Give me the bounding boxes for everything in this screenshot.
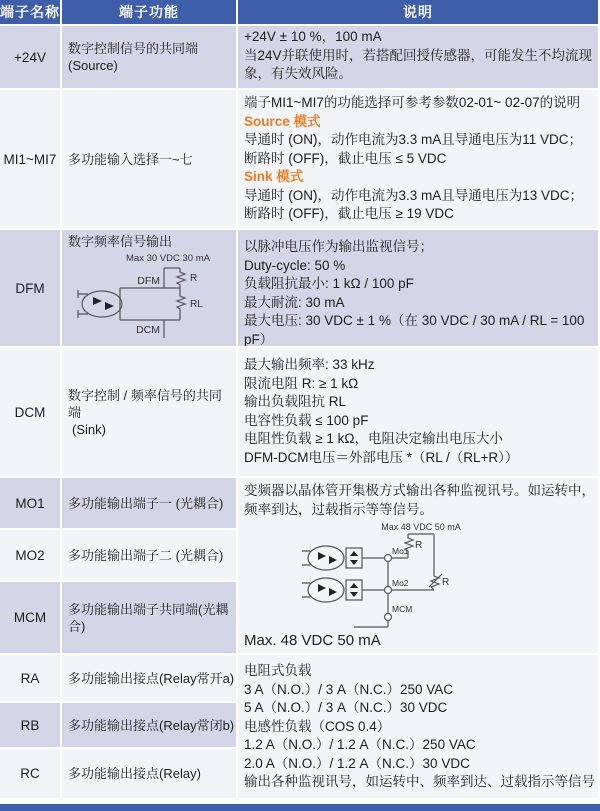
function-mi: 多功能输入选择一~七 (62, 90, 238, 230)
function-24v-line1: 数字控制信号的共同端 (68, 41, 199, 56)
desc-mi-line: 断路时 (OFF)，截止电压 ≤ 5 VDC (244, 150, 447, 166)
terminal-ra: RA (0, 655, 62, 703)
desc-24v-line: 当24V并联使用时，若搭配回授传感器，可能发生不均流现象，有失效风险。 (244, 47, 593, 81)
desc-dcm-line: DFM-DCM电压＝外部电压 *（RL /（RL+R）） (244, 449, 519, 465)
header-terminal-name: 端子名称 (0, 0, 62, 26)
desc-dfm-line: 负载阻抗最小: 1 kΩ / 100 pF (244, 276, 414, 291)
desc-mi (238, 90, 600, 230)
function-dcm (62, 348, 238, 478)
desc-dcm-line: 最大输出频率: 33 kHz (244, 357, 375, 372)
desc-relay-line: 5 A（N.O.）/ 3 A（N.C.）30 VDC (244, 700, 448, 715)
desc-relay-line: 电感性负载（COS 0.4） (244, 718, 391, 734)
mo-diagram-r1-label: R (415, 540, 423, 551)
desc-mi-sink-mode: Sink 模式 (244, 169, 304, 184)
dfm-diagram-node-top: DFM (137, 275, 160, 287)
desc-dfm (238, 230, 600, 348)
desc-dcm-line: 输出负载阻抗 RL (244, 394, 347, 409)
desc-dcm-line: 限流电阻 R: ≥ 1 kΩ (244, 375, 359, 391)
terminal-mi: MI1~MI7 (0, 90, 62, 230)
mo-diagram-node1: Mo1 (392, 546, 409, 556)
desc-mi-intro: 端子MI1~MI7的功能选择可参考参数02-01~ 02-07的说明 (244, 95, 581, 110)
terminal-mcm: MCM (0, 582, 62, 655)
desc-mi-source-mode: Source 模式 (244, 113, 321, 129)
dfm-diagram-rl-label: RL (190, 299, 203, 310)
function-24v-line2: (Source) (68, 58, 118, 73)
terminal-24v: +24V (0, 26, 62, 90)
desc-dfm-line: 以脉冲电压作为输出监视信号； (244, 239, 433, 254)
terminal-mo2: MO2 (0, 530, 62, 582)
desc-dcm-line: 电容性负载 ≤ 100 pF (244, 412, 369, 428)
desc-relay-line: 3 A（N.O.）/ 3 A（N.C.）250 VAC (244, 681, 454, 697)
function-ra: 多功能输出接点(Relay常开a) (62, 655, 238, 703)
desc-dcm-line: 电阻性负载 ≥ 1 kΩ，电阻决定输出电压大小 (244, 431, 504, 446)
next-table-header-strip (0, 804, 600, 811)
desc-mi-line: 断路时 (OFF)，截止电压 ≥ 19 VDC (244, 206, 454, 221)
dfm-diagram-node-bottom: DCM (136, 324, 160, 336)
desc-mo-intro: 变频器以晶体管开集极方式输出各种监视讯号。如运转中，频率到达，过载指示等等信号。 (244, 483, 595, 517)
mo-diagram-node2: Mo2 (392, 578, 409, 588)
mo-diagram-max-label: Max 48 VDC 50 mA (381, 522, 461, 532)
terminal-rc: RC (0, 749, 62, 800)
function-mcm: 多功能输出端子共同端(光耦合) (62, 582, 238, 655)
function-mo2: 多功能输出端子二 (光耦合) (62, 530, 238, 582)
dfm-diagram-r-label: R (190, 273, 198, 284)
desc-relay-line: 1.2 A（N.O.）/ 1.2 A（N.C.）250 VAC (244, 737, 476, 752)
desc-24v-line: +24V ± 10 %，100 mA (244, 29, 382, 44)
desc-dfm-line: 最大耐流: 30 mA (244, 294, 345, 310)
desc-24v (238, 26, 600, 90)
mo-circuit-diagram (296, 521, 496, 631)
function-dfm-title: 数字频率信号输出 (68, 234, 173, 249)
function-dcm-line1: 数字控制 / 频率信号的共同端 (68, 387, 222, 420)
desc-mo-section (238, 478, 600, 655)
desc-relay-line: 输出各种监视讯号，如运转中、频率到达、过载指示等信号 (244, 774, 595, 789)
function-mo1: 多功能输出端子一 (光耦合) (62, 478, 238, 530)
terminal-mo1: MO1 (0, 478, 62, 530)
desc-dfm-line: Duty-cycle: 50 % (244, 257, 346, 273)
mo-diagram-r2-label: R (442, 577, 450, 588)
function-24v (62, 26, 238, 90)
desc-dcm (238, 348, 600, 478)
desc-mo-caption: Max. 48 VDC 50 mA (244, 632, 381, 649)
function-rb: 多功能输出接点(Relay常闭b) (62, 703, 238, 749)
terminal-dfm: DFM (0, 230, 62, 348)
header-description: 说明 (238, 0, 600, 26)
dfm-diagram-max-label: Max 30 VDC 30 mA (126, 253, 210, 264)
mo-diagram-node3: MCM (392, 604, 413, 614)
function-dfm (62, 230, 238, 348)
desc-relay-line: 电阻式负载 (244, 663, 312, 678)
desc-relay-line: 2.0 A（N.O.）/ 1.2 A（N.C.）30 VDC (244, 755, 470, 771)
desc-mi-line: 导通时 (ON)，动作电流为3.3 mA且导通电压为13 VDC； (244, 187, 584, 203)
function-dcm-line2: (Sink) (72, 421, 106, 437)
desc-mi-line: 导通时 (ON)，动作电流为3.3 mA且导通电压为11 VDC； (244, 132, 583, 147)
terminal-rb: RB (0, 703, 62, 749)
desc-relay-section (238, 655, 600, 800)
desc-dfm-line: 最大电压: 30 VDC ± 1 %（在 30 VDC / 30 mA / RL = 100 pF） (244, 313, 585, 347)
header-terminal-function: 端子功能 (62, 0, 238, 26)
terminal-dcm: DCM (0, 348, 62, 478)
dfm-circuit-diagram (68, 250, 230, 344)
function-rc: 多功能输出接点(Relay) (62, 749, 238, 800)
